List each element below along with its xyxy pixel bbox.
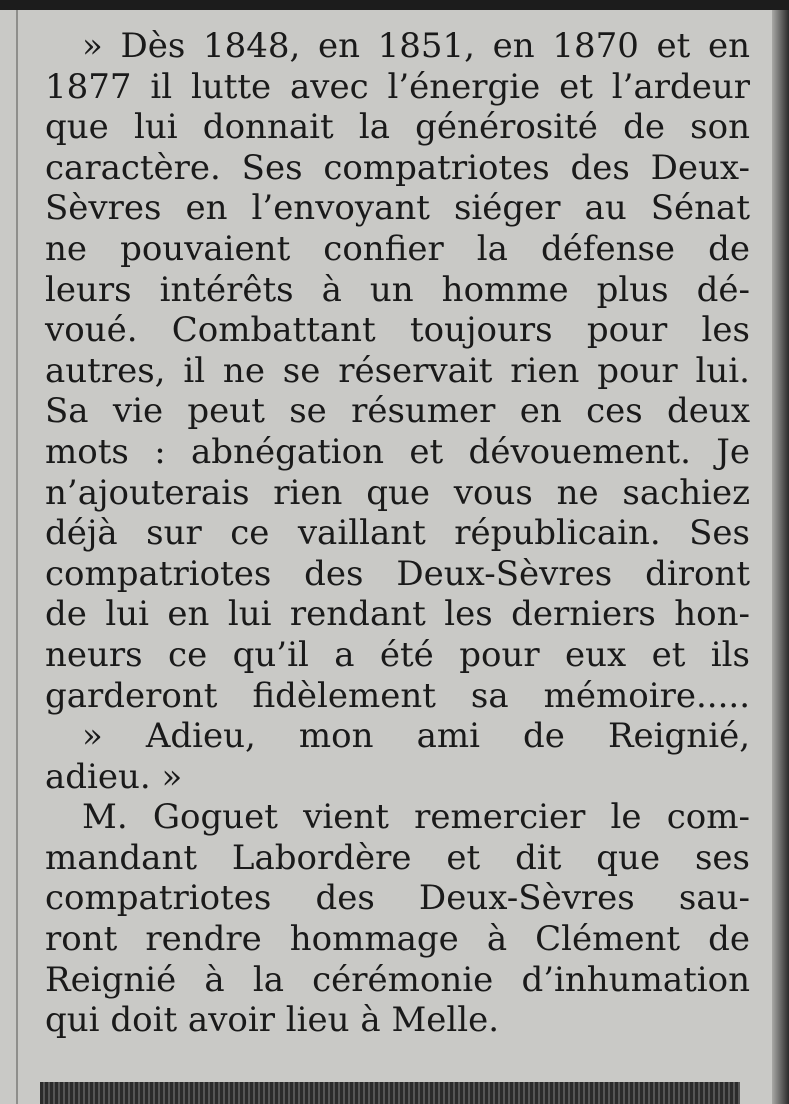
newspaper-page <box>0 10 772 1104</box>
text-line: » Adieu, mon ami de Reignié, <box>82 716 750 757</box>
text-line: que lui donnait la générosité de son <box>45 107 750 148</box>
text-line: mots : abnégation et dévouement. Je <box>45 431 750 472</box>
text-line: Sa vie peut se résumer en ces deux <box>45 391 750 432</box>
text-line: compatriotes des Deux-Sèvres sau- <box>45 878 750 919</box>
text-line: de lui en lui rendant les derniers hon- <box>45 594 750 635</box>
bottom-rule-bar <box>40 1082 740 1104</box>
text-line: autres, il ne se réservait rien pour lui. <box>45 350 750 391</box>
text-line: compatriotes des Deux-Sèvres diront <box>45 553 750 594</box>
text-line: caractère. Ses compatriotes des Deux- <box>45 147 750 188</box>
text-line: 1877 il lutte avec l’énergie et l’ardeur <box>45 66 750 107</box>
text-line: ront rendre hommage à Clément de <box>45 919 750 960</box>
text-line: déjà sur ce vaillant républicain. Ses <box>45 513 750 554</box>
text-line: mandant Labordère et dit que ses <box>45 837 750 878</box>
text-line: M. Goguet vient remercier le com- <box>82 797 750 838</box>
text-line: n’ajouterais rien que vous ne sachiez <box>45 472 750 513</box>
text-line: leurs intérêts à un homme plus dé- <box>45 269 750 310</box>
text-line: adieu. » <box>45 756 183 797</box>
page-edge-shadow <box>772 10 789 1104</box>
text-line: voué. Combattant toujours pour les <box>45 310 750 351</box>
text-line: qui doit avoir lieu à Melle. <box>45 1000 500 1041</box>
text-line: Sèvres en l’envoyant siéger au Sénat <box>45 188 750 229</box>
text-line: Reignié à la cérémonie d’inhumation <box>45 959 750 1000</box>
text-line: garderont fidèlement sa mémoire..... <box>45 675 750 716</box>
text-line: » Dès 1848, en 1851, en 1870 et en <box>82 26 750 66</box>
text-line: ne pouvaient confier la défense de <box>45 228 750 269</box>
text-line: neurs ce qu’il a été pour eux et ils <box>45 634 750 675</box>
column-rule <box>16 10 18 1104</box>
article-text <box>45 26 750 1041</box>
